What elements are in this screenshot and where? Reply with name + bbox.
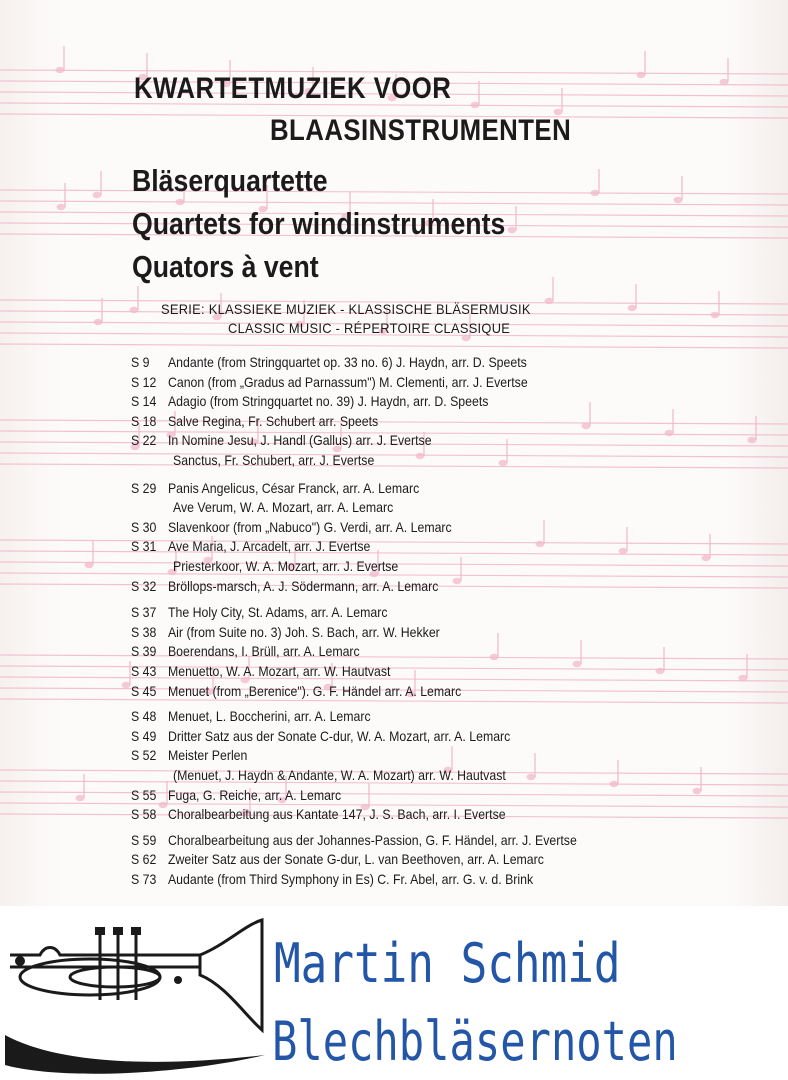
catalog-title: Meister Perlen [167, 747, 248, 764]
title-line-1: KWARTETMUZIEK VOOR [134, 72, 452, 105]
catalog-code: S 32 [131, 577, 157, 594]
catalog-title: Andante (from Stringquartet op. 33 no. 6) J. Haydn, arr. D. Speets [167, 354, 527, 370]
catalog-code: S 37 [131, 604, 157, 621]
catalog-title: Canon (from „Gradus ad Parnassum") M. Clementi, arr. J. Evertse [167, 373, 528, 390]
catalog-code: S 49 [131, 727, 157, 744]
catalog-title: Zweiter Satz aus der Sonate G-dur, L. van Beethoven, arr. A. Lemarc [167, 851, 544, 868]
catalog-code: S 58 [131, 806, 157, 823]
catalog-code: S 59 [131, 831, 157, 848]
serie-line-1: SERIE: KLASSIEKE MUZIEK - KLASSISCHE BLÄSERMUSIK [161, 301, 531, 317]
catalog-code: S 43 [131, 663, 157, 679]
catalog-entry [131, 413, 378, 429]
catalog-title: In Nomine Jesu, J. Handl (Gallus) arr. J. Evertse [167, 432, 432, 449]
catalog-code: S 18 [131, 412, 157, 429]
catalog-title-continuation: Sanctus, Fr. Schubert, arr. J. Evertse [173, 452, 375, 468]
subtitle-french: Quators à vent [132, 249, 319, 284]
catalog-title-continuation: Priesterkoor, W. A. Mozart, arr. J. Evertse [173, 558, 399, 574]
catalog-entry [131, 643, 360, 659]
catalog-entry [131, 728, 510, 744]
catalog-entry [131, 747, 247, 763]
catalog-entry [131, 851, 544, 867]
catalog-entry [131, 578, 438, 594]
catalog-code: S 62 [131, 851, 157, 868]
catalog-title: Panis Angelicus, César Franck, arr. A. Lemarc [167, 479, 420, 496]
catalog-code: S 39 [131, 643, 157, 660]
catalog-entry [131, 683, 461, 699]
catalog-entry [131, 374, 528, 390]
catalog-title: Adagio (from Stringquartet no. 39) J. Haydn, arr. D. Speets [167, 393, 489, 410]
catalog-title: Ave Maria, J. Arcadelt, arr. J. Evertse [167, 538, 371, 555]
catalog-entry [131, 663, 390, 679]
catalog-entry [131, 432, 432, 448]
catalog-title: Choralbearbeitung aus der Johannes-Passion, G. F. Händel, arr. J. Evertse [167, 831, 577, 848]
catalog-code: S 48 [131, 708, 157, 725]
catalog-title-continuation: (Menuet, J. Haydn & Andante, W. A. Mozart) arr. W. Hautvast [173, 767, 506, 783]
trumpet-icon [0, 915, 270, 1080]
catalog-entry [131, 624, 440, 640]
catalog-title: Menuetto, W. A. Mozart, arr. W. Hautvast [167, 663, 391, 679]
catalog-code: S 31 [131, 538, 157, 555]
catalog-entry [131, 393, 488, 409]
catalog-entry [131, 832, 577, 848]
catalog-code: S 22 [131, 432, 157, 449]
catalog-code: S 9 [131, 354, 150, 370]
catalog-title: Choralbearbeitung aus Kantate 147, J. S. Bach, arr. I. Evertse [167, 806, 506, 823]
catalog-title: Audante (from Third Symphony in Es) C. Fr. Abel, arr. G. v. d. Brink [167, 871, 534, 887]
catalog-entry [131, 538, 370, 554]
catalog-code: S 55 [131, 786, 157, 803]
catalog-title: Fuga, G. Reiche, arr. A. Lemarc [167, 786, 342, 803]
catalog-title: Slavenkoor (from „Nabuco") G. Verdi, arr. A. Lemarc [167, 518, 452, 535]
brand-name: Martin Schmid [274, 932, 621, 995]
catalog-title: The Holy City, St. Adams, arr. A. Lemarc [167, 604, 388, 621]
catalog-entry [131, 519, 452, 535]
catalog-title: Menuet, L. Boccherini, arr. A. Lemarc [167, 708, 371, 725]
catalog-title: Dritter Satz aus der Sonate C-dur, W. A. Mozart, arr. A. Lemarc [167, 727, 511, 744]
catalog-title: Salve Regina, Fr. Schubert arr. Speets [167, 412, 379, 429]
catalog-code: S 29 [131, 479, 157, 496]
catalog-entry [131, 871, 533, 887]
catalog-title: Boerendans, I. Brüll, arr. A. Lemarc [167, 643, 360, 660]
catalog-title-continuation: Ave Verum, W. A. Mozart, arr. A. Lemarc [173, 499, 394, 516]
catalog-title: Menuet (from „Berenice"). G. F. Händel arr. A. Lemarc [167, 682, 462, 699]
subtitle-german: Bläserquartette [132, 163, 328, 198]
catalog-entry [131, 708, 371, 724]
catalog-code: S 30 [131, 518, 157, 535]
catalog-entry [131, 787, 341, 803]
catalog-code: S 14 [131, 393, 157, 410]
title-line-2: BLAASINSTRUMENTEN [270, 114, 572, 147]
subtitle-english: Quartets for windinstruments [132, 206, 506, 241]
catalog-code: S 45 [131, 682, 157, 699]
catalog-title: Bröllops-marsch, A. J. Södermann, arr. A. Lemarc [167, 577, 439, 594]
catalog-code: S 52 [131, 747, 157, 764]
brand-tagline: Blechbläsernoten [272, 1010, 678, 1073]
catalog-entry [131, 354, 527, 370]
catalog-code: S 73 [131, 871, 157, 887]
catalog-entry [131, 604, 388, 620]
catalog-code: S 12 [131, 373, 157, 390]
serie-line-2: CLASSIC MUSIC - RÉPERTOIRE CLASSIQUE [228, 320, 511, 336]
catalog-entry [131, 806, 506, 822]
catalog-title: Air (from Suite no. 3) Joh. S. Bach, arr. W. Hekker [167, 623, 440, 640]
catalog-entry [131, 480, 419, 496]
catalog-code: S 38 [131, 623, 157, 640]
